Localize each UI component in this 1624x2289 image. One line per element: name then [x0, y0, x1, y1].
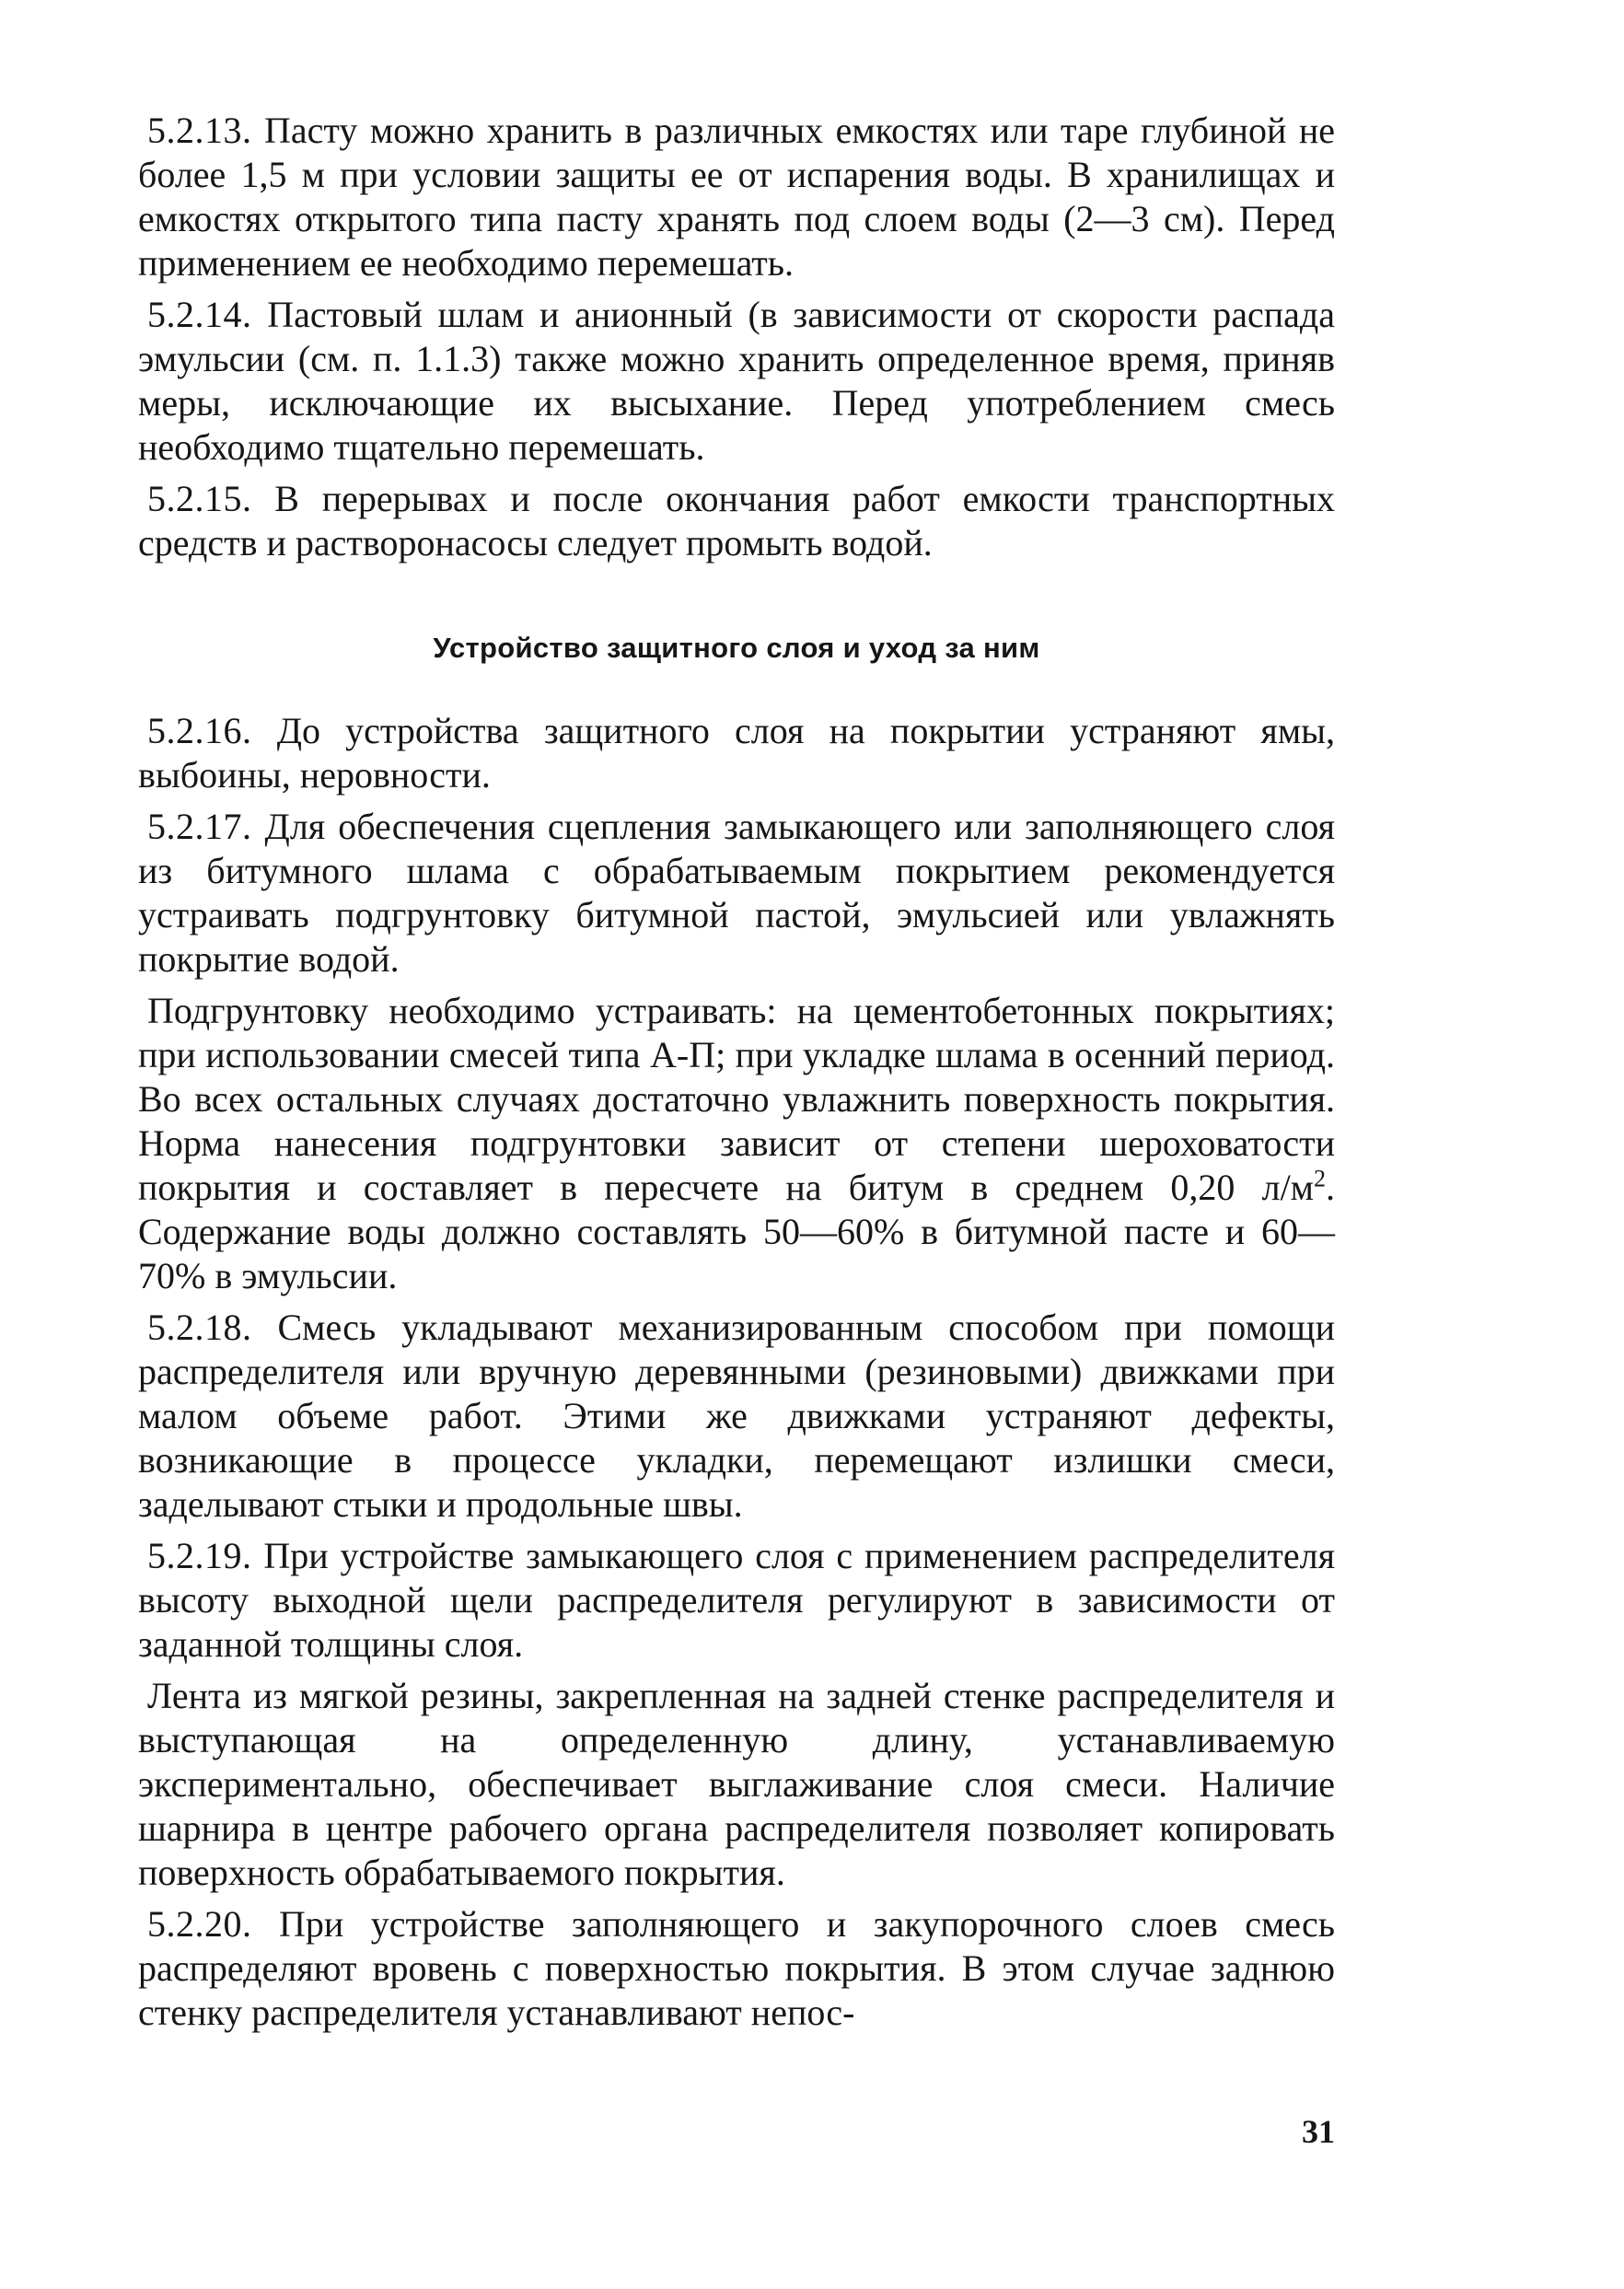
clause-number: 5.2.18. [147, 1307, 252, 1348]
paragraph-5-2-20 [138, 1902, 1335, 2035]
paragraph-subgrade-primer [138, 989, 1335, 1298]
clause-number: 5.2.20. [147, 1903, 252, 1945]
clause-number: 5.2.16. [147, 710, 252, 751]
clause-text: Пасту можно хранить в различных емкостях или таре глубиной не более 1,5 м при условии защиты ее от испарения воды. В хранилищах и емкостях открытого типа пасту хранять под слоем воды (2—3 см). Перед применением ее необходимо перемешать. [138, 110, 1336, 284]
clause-text: В перерывах и после окончания работ емкости транспортных средств и растворонасосы следует промыть водой. [138, 478, 1336, 564]
paragraph-5-2-17 [138, 805, 1335, 982]
clause-number: 5.2.17. [147, 806, 252, 847]
paragraph-5-2-19 [138, 1534, 1335, 1667]
clause-text: До устройства защитного слоя на покрытии устраняют ямы, выбоины, неровности. [138, 710, 1336, 796]
clause-text-continued: . Содержание воды должно составлять 50—60% в битумной пасте и 60—70% в эмульсии. [138, 1167, 1335, 1296]
paragraph-5-2-13 [138, 109, 1335, 285]
clause-text: Пастовый шлам и анионный (в зависимости от скорости распада эмульсии (см. п. 1.1.3) также можно хранить определенное время, приняв меры, исключающие их высыхание. Перед употреблением смесь необходимо тщательно перемешать. [138, 294, 1336, 468]
section-heading: Устройство защитного слоя и уход за ним [433, 632, 1040, 664]
paragraph-5-2-15 [138, 477, 1335, 565]
clause-number: 5.2.14. [147, 294, 252, 335]
clause-text: Для обеспечения сцепления замыкающего или заполняющего слоя из битумного шлама с обрабатываемым покрытием рекомендуется устраивать подгрунтовку битумной пастой, эмульсией или увлажнять покрытие водой. [138, 806, 1335, 980]
paragraph-5-2-18 [138, 1306, 1335, 1527]
page-number: 31 [1302, 2113, 1335, 2150]
clause-text: При устройстве заполняющего и закупорочного слоев смесь распределяют вровень с поверхностью покрытия. В этом случае заднюю стенку распределителя устанавливают непос- [138, 1903, 1336, 2033]
clause-number: 5.2.15. [147, 478, 252, 519]
clause-text: Лента из мягкой резины, закрепленная на задней стенке распределителя и выступающая на определенную длину, устанавливаемую экспериментально, обеспечивает выглаживание слоя смеси. Наличие шарнира в центре рабочего органа распределителя позволяет копировать поверхность обрабатываемого покрытия. [138, 1675, 1335, 1893]
paragraph-5-2-16 [138, 709, 1335, 797]
clause-text: Смесь укладывают механизированным способом при помощи распределителя или вручную деревянными (резиновыми) движками при малом объеме работ. Этими же движками устраняют дефекты, возникающие в процессе укладки, перемещают излишки смеси, заделывают стыки и продольные швы. [138, 1307, 1336, 1525]
clause-number: 5.2.13. [147, 110, 252, 151]
clause-text: При устройстве замыкающего слоя с применением распределителя высоту выходной щели распределителя регулируют в зависимости от заданной толщины слоя. [138, 1535, 1336, 1665]
paragraph-5-2-14 [138, 293, 1335, 470]
clause-number: 5.2.19. [147, 1535, 252, 1576]
superscript: 2 [1314, 1165, 1326, 1192]
document-page [138, 109, 1335, 2042]
paragraph-rubber-strip [138, 1674, 1335, 1895]
clause-text: Подгрунтовку необходимо устраивать: на цементобетонных покрытиях; при использовании смесей типа А-П; при укладке шлама в осенний период. Во всех остальных случаях достаточно увлажнить поверхность покрытия. Норма нанесения подгрунтовки зависит от степени шероховатости покрытия и составляет в пересчете на битум в среднем 0,20 л/м [138, 990, 1335, 1208]
